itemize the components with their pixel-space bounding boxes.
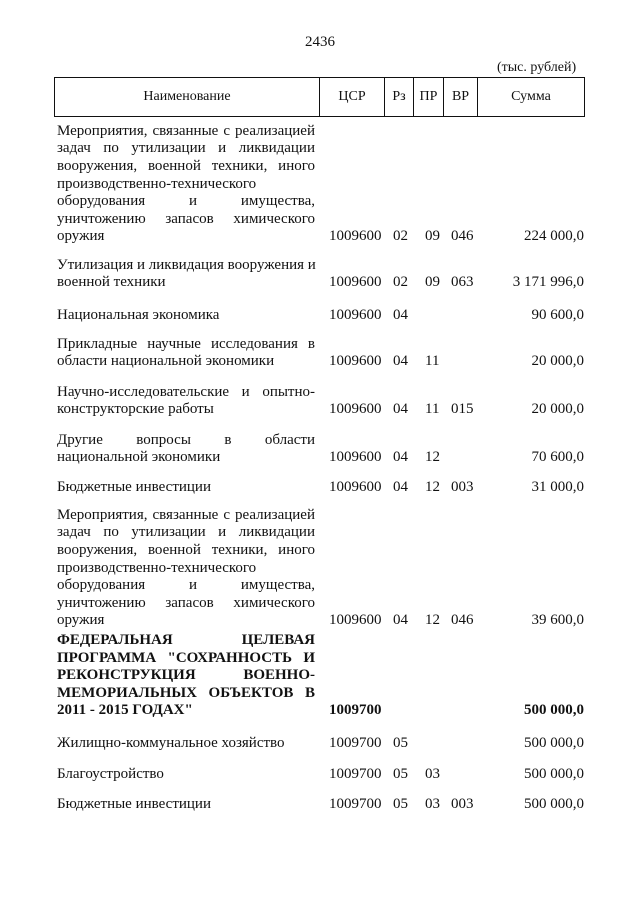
row-vr: 015 xyxy=(451,401,474,418)
row-name-line: вооружения, военной техники, иного xyxy=(57,542,315,559)
row-rz: 04 xyxy=(393,353,408,370)
row-sum: 500 000,0 xyxy=(524,766,584,783)
row-sum: 500 000,0 xyxy=(524,796,584,813)
units-note: (тыс. рублей) xyxy=(497,60,577,75)
row-vr: 003 xyxy=(451,796,474,813)
row-pr: 11 xyxy=(425,401,440,418)
row-sum: 39 600,0 xyxy=(531,612,584,629)
row-sum: 3 171 996,0 xyxy=(512,274,584,291)
header-rz: Рз xyxy=(392,89,406,104)
row-name-line: вооружения, военной техники, иного xyxy=(57,158,315,175)
row-vr: 046 xyxy=(451,228,474,245)
row-pr: 11 xyxy=(425,353,440,370)
row-rz: 04 xyxy=(393,307,408,324)
row-name-line: производственно-технического xyxy=(57,175,257,192)
row-csr: 1009600 xyxy=(329,479,382,496)
row-vr: 003 xyxy=(451,479,474,496)
row-rz: 04 xyxy=(393,612,408,629)
row-rz: 04 xyxy=(393,401,408,418)
row-name-line: 2011 - 2015 ГОДАХ" xyxy=(57,702,193,719)
row-name-line: Научно-исследовательские и опытно- xyxy=(57,383,315,400)
row-name-line: Мероприятия, связанные с реализацией xyxy=(57,122,315,139)
row-sum: 20 000,0 xyxy=(531,401,584,418)
row-csr: 1009700 xyxy=(329,702,382,719)
header-vr: ВР xyxy=(451,89,470,104)
row-sum: 20 000,0 xyxy=(531,353,584,370)
row-name-line: оборудования и имущества, xyxy=(57,193,315,210)
row-pr: 03 xyxy=(425,766,440,783)
row-name-line: ФЕДЕРАЛЬНАЯ ЦЕЛЕВАЯ xyxy=(57,632,315,649)
header-name: Наименование xyxy=(143,89,231,104)
row-rz: 05 xyxy=(393,735,408,752)
row-name-line: РЕКОНСТРУКЦИЯ ВОЕННО- xyxy=(57,667,315,684)
row-pr: 12 xyxy=(425,612,440,629)
row-name-line: оборудования и имущества, xyxy=(57,577,315,594)
row-name-line: оружия xyxy=(57,228,105,245)
row-name-line: Благоустройство xyxy=(57,766,164,783)
row-pr: 03 xyxy=(425,796,440,813)
page-number: 2436 xyxy=(305,34,335,50)
header-sum: Сумма xyxy=(511,89,551,104)
row-name-line: Национальная экономика xyxy=(57,307,220,324)
row-sum: 224 000,0 xyxy=(524,228,584,245)
row-csr: 1009600 xyxy=(329,401,382,418)
row-sum: 31 000,0 xyxy=(531,479,584,496)
row-vr: 046 xyxy=(451,612,474,629)
row-pr: 09 xyxy=(425,274,440,291)
row-name-line: национальной экономики xyxy=(57,449,221,466)
row-sum: 500 000,0 xyxy=(524,702,584,719)
row-name-line: производственно-технического xyxy=(57,559,257,576)
row-rz: 02 xyxy=(393,228,408,245)
row-csr: 1009600 xyxy=(329,353,382,370)
row-rz: 05 xyxy=(393,766,408,783)
row-csr: 1009700 xyxy=(329,735,382,752)
row-name-line: МЕМОРИАЛЬНЫХ ОБЪЕКТОВ В xyxy=(57,684,315,701)
row-name-line: Утилизация и ликвидация вооружения и xyxy=(57,256,316,273)
row-name-line: конструкторские работы xyxy=(57,401,214,418)
row-name-line: Жилищно-коммунальное хозяйство xyxy=(57,735,285,752)
row-rz: 05 xyxy=(393,796,408,813)
row-pr: 12 xyxy=(425,449,440,466)
header-pr: ПР xyxy=(419,89,438,104)
row-name-line: Бюджетные инвестиции xyxy=(57,796,211,813)
row-name-line: Прикладные научные исследования в xyxy=(57,335,315,352)
row-name-line: области национальной экономики xyxy=(57,353,275,370)
row-vr: 063 xyxy=(451,274,474,291)
row-sum: 500 000,0 xyxy=(524,735,584,752)
row-pr: 12 xyxy=(425,479,440,496)
row-name-line: ПРОГРАММА "СОХРАННОСТЬ И xyxy=(57,649,315,666)
row-csr: 1009600 xyxy=(329,274,382,291)
row-sum: 70 600,0 xyxy=(531,449,584,466)
row-name-line: Бюджетные инвестиции xyxy=(57,479,211,496)
row-csr: 1009600 xyxy=(329,449,382,466)
row-pr: 09 xyxy=(425,228,440,245)
row-name-line: военной техники xyxy=(57,274,166,291)
row-csr: 1009600 xyxy=(329,228,382,245)
header-csr: ЦСР xyxy=(338,89,366,104)
row-rz: 04 xyxy=(393,449,408,466)
row-name-line: задач по утилизации и ликвидации xyxy=(57,524,315,541)
row-name-line: Другие вопросы в области xyxy=(57,431,315,448)
row-csr: 1009700 xyxy=(329,766,382,783)
row-name-line: оружия xyxy=(57,612,105,629)
row-csr: 1009600 xyxy=(329,612,382,629)
row-csr: 1009600 xyxy=(329,307,382,324)
row-sum: 90 600,0 xyxy=(531,307,584,324)
row-rz: 02 xyxy=(393,274,408,291)
row-name-line: Мероприятия, связанные с реализацией xyxy=(57,506,315,523)
row-csr: 1009700 xyxy=(329,796,382,813)
row-name xyxy=(57,796,315,814)
row-name-line: уничтожению запасов химического xyxy=(57,594,315,611)
row-rz: 04 xyxy=(393,479,408,496)
row-name-line: уничтожению запасов химического xyxy=(57,210,315,227)
row-name-line: задач по утилизации и ликвидации xyxy=(57,140,315,157)
